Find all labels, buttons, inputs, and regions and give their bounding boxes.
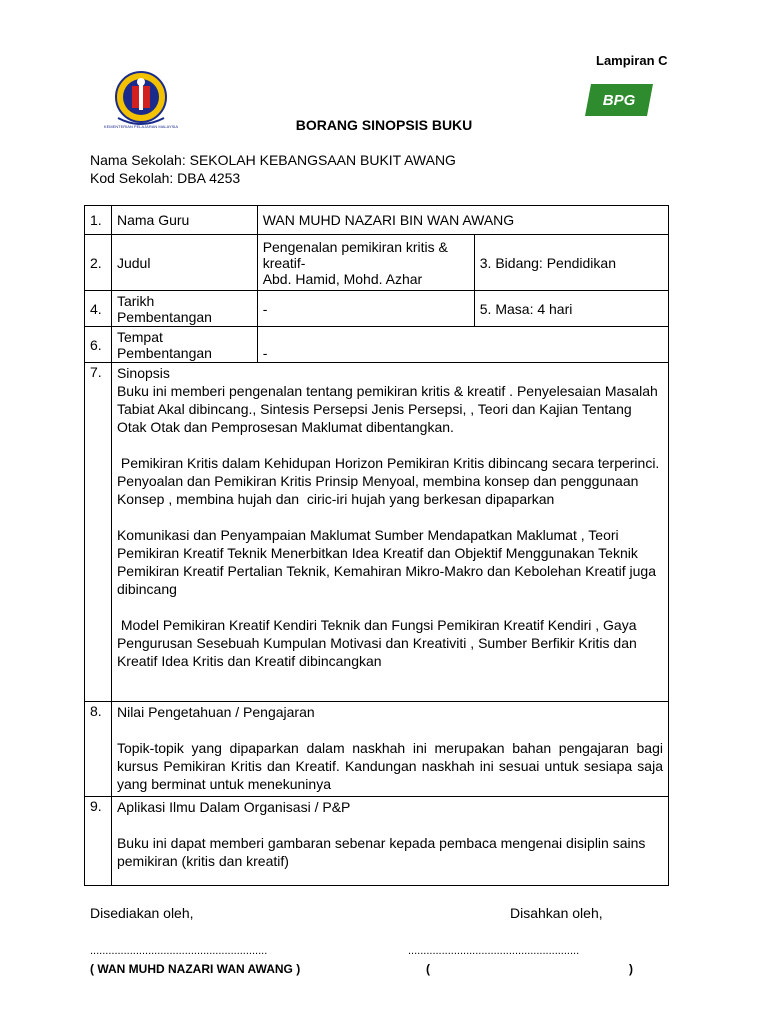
row-synopsis xyxy=(85,363,669,702)
label-line: Tempat xyxy=(116,328,163,345)
school-info xyxy=(90,151,456,187)
approver-bracket-open: ( xyxy=(426,962,430,976)
book-title-line: kreatif- xyxy=(262,254,306,271)
row-number: 2. xyxy=(85,235,112,291)
label-line: Pembentangan xyxy=(116,344,212,361)
application-cell xyxy=(111,797,668,886)
row-application xyxy=(85,797,669,886)
preparer-name: ( WAN MUHD NAZARI WAN AWANG ) xyxy=(90,962,301,976)
row-number: 8. xyxy=(85,702,112,797)
teacher-name-value: WAN MUHD NAZARI BIN WAN AWANG xyxy=(257,206,668,235)
school-name-line: Nama Sekolah: SEKOLAH KEBANGSAAN BUKIT AWANG xyxy=(90,152,456,168)
row-number: 9. xyxy=(85,797,112,886)
book-author-line: Abd. Hamid, Mohd. Azhar xyxy=(262,270,423,287)
bpg-logo-icon xyxy=(585,82,653,118)
synopsis-paragraph: Model Pemikiran Kreatif Kendiri Teknik dan Fungsi Pemikiran Kreatif Kendiri , Gaya Pengurusan Sesebuah Kumpulan Motivasi dan Kreativiti , Sumber Berfikir Kritis dan Kreatif Idea Kritis dan Kreatif dibincangkan xyxy=(116,617,641,669)
row-number: 6. xyxy=(85,327,112,363)
row-number: 7. xyxy=(85,363,112,702)
row-teacher-name xyxy=(85,206,669,235)
synopsis-table xyxy=(84,205,669,886)
section-heading: Sinopsis xyxy=(116,365,170,381)
field-value: 3. Bidang: Pendidikan xyxy=(474,235,668,291)
knowledge-paragraph: Topik-topik yang dipaparkan dalam naskhah ini merupakan bahan pengajaran bagi kursus Pemikiran Kritis dan Kreatif. Kandungan naskhah ini sesuai untuk sesiapa saja yang berminat untuk menekuninya xyxy=(116,740,663,792)
approver-bracket-close: ) xyxy=(629,962,633,976)
row-label: Judul xyxy=(111,235,257,291)
synopsis-paragraph: Buku ini memberi pengenalan tentang pemikiran kritis & kreatif . Penyelesaian Masalah Tabiat Akal dibincang., Sintesis Persepsi Jenis Persepsi, , Teori dan Kajian Tentang Otak Otak dan Pemprosesan Maklumat dibentangkan. xyxy=(116,383,658,435)
date-value: - xyxy=(257,291,474,327)
row-label: Nama Guru xyxy=(111,206,257,235)
prepared-by-label: Disediakan oleh, xyxy=(90,905,194,921)
row-presentation-place xyxy=(85,327,669,363)
application-paragraph: Buku ini dapat memberi gambaran sebenar kepada pembaca mengenai disiplin sains pemikiran (kritis dan kreatif) xyxy=(116,835,646,869)
book-title-line: Pengenalan pemikiran kritis & xyxy=(262,238,448,255)
bpg-logo-text: BPG xyxy=(602,92,636,109)
place-value: - xyxy=(257,327,668,363)
duration-value: 5. Masa: 4 hari xyxy=(474,291,668,327)
row-label xyxy=(111,291,257,327)
approved-by-label: Disahkan oleh, xyxy=(510,905,603,921)
school-code-line: Kod Sekolah: DBA 4253 xyxy=(90,170,241,186)
row-label xyxy=(111,327,257,363)
row-number: 4. xyxy=(85,291,112,327)
row-number: 1. xyxy=(85,206,112,235)
synopsis-paragraph: Komunikasi dan Penyampaian Maklumat Sumber Mendapatkan Maklumat , Teori Pemikiran Kreatif Teknik Menerbitkan Idea Kreatif dan Objektif Menggunakan Teknik Pemikiran Kreatif Pertalian Teknik, Kemahiran Mikro-Makro dan Kebolehan Kreatif juga dibincang xyxy=(116,527,656,597)
synopsis-paragraph: Pemikiran Kritis dalam Kehidupan Horizon Pemikiran Kritis dibincang secara terperinci. Penyoalan dan Pemikiran Kritis Prinsip Menyoal, membina konsep dan penggunaan Konsep , membina hujah dan ciric-iri hujah yang berkesan dipaparkan xyxy=(116,455,668,507)
svg-text:KEMENTERIAN PELAJARAN MALAYSIA: KEMENTERIAN PELAJARAN MALAYSIA xyxy=(103,124,179,129)
section-heading: Aplikasi Ilmu Dalam Organisasi / P&P xyxy=(116,799,351,815)
synopsis-cell xyxy=(111,363,668,702)
form-title: BORANG SINOPSIS BUKU xyxy=(295,117,473,133)
row-knowledge-value xyxy=(85,702,669,797)
signature-line-right: ........................................................ xyxy=(408,945,580,957)
section-heading: Nilai Pengetahuan / Pengajaran xyxy=(116,704,315,720)
signature-line-left: .......................................................... xyxy=(90,945,268,957)
knowledge-cell xyxy=(111,702,668,797)
row-presentation-date xyxy=(85,291,669,327)
lampiran-label: Lampiran C xyxy=(596,53,668,68)
label-line: Pembentangan xyxy=(116,308,212,325)
label-line: Tarikh xyxy=(116,292,155,309)
row-title xyxy=(85,235,669,291)
book-title-value xyxy=(257,235,474,291)
